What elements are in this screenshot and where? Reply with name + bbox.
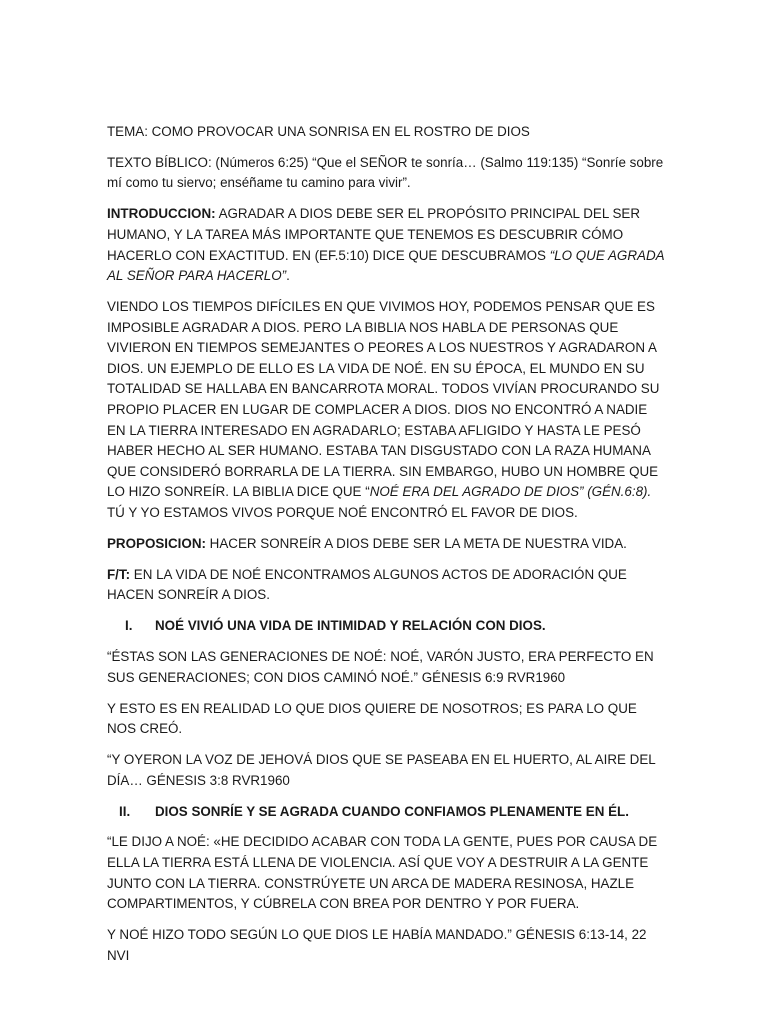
viendo-quote: NOÉ ERA DEL AGRADO DE DIOS” (GÉN.6:8).	[369, 484, 652, 500]
viendo-end: TÚ Y YO ESTAMOS VIVOS PORQUE NOÉ ENCONTRÓ EL FAVOR DE DIOS.	[107, 504, 578, 520]
section-1-paragraph-3: “Y OYERON LA VOZ DE JEHOVÁ DIOS QUE SE PASEABA EN EL HUERTO, AL AIRE DEL DÍA… GÉNESIS 3:8 RVR1960	[107, 752, 656, 788]
section-2-paragraph-1: “LE DIJO A NOÉ: «HE DECIDIDO ACABAR CON TODA LA GENTE, PUES POR CAUSA DE ELLA LA TIERRA ESTÁ LLENA DE VIOLENCIA. ASÍ QUE VOY A DESTRUIR A LA GENTE JUNTO CON LA TIERRA. CONSTRÚYETE UN ARCA DE MADERA RESINOSA, HAZLE COMPARTIMENTOS, Y CÚBRELA CON BREA POR DENTRO Y POR FUERA.	[107, 834, 658, 912]
proposicion-text: HACER SONREÍR A DIOS DEBE SER LA META DE NUESTRA VIDA.	[205, 535, 627, 551]
introduccion-quote: “LO QUE AGRADA AL SEÑOR PARA HACERLO”	[107, 247, 665, 284]
section-1-paragraph-2: Y ESTO ES EN REALIDAD LO QUE DIOS QUIERE DE NOSOTROS; ES PARA LO QUE NOS CREÓ.	[107, 700, 637, 737]
section-1-heading	[107, 616, 665, 637]
section-2-heading	[107, 802, 665, 823]
section-1-number: I.	[125, 618, 133, 634]
introduccion-text: AGRADAR A DIOS DEBE SER EL PROPÓSITO PRINCIPAL DEL SER HUMANO, Y LA TAREA MÁS IMPORTANTE QUE TENEMOS ES DESCUBRIR CÓMO HACERLO CON EXACTITUD. EN (EF.5:10) DICE QUE DESCUBRAMOS	[107, 206, 641, 263]
ft-paragraph	[107, 565, 665, 606]
ft-text: EN LA VIDA DE NOÉ ENCONTRAMOS ALGUNOS ACTOS DE ADORACIÓN QUE HACEN SONREÍR A DIOS.	[107, 566, 627, 603]
proposicion-label: PROPOSICION:	[107, 535, 206, 551]
section-1-paragraph-1: “ÉSTAS SON LAS GENERACIONES DE NOÉ: NOÉ, VARÓN JUSTO, ERA PERFECTO EN SUS GENERACIONES; CON DIOS CAMINÓ NOÉ.” GÉNESIS 6:9 RVR1960	[107, 649, 654, 685]
document-body	[107, 122, 665, 977]
introduccion-label: INTRODUCCION:	[107, 206, 216, 222]
introduccion-paragraph	[107, 204, 665, 286]
section-2-number: II.	[119, 803, 131, 819]
ft-label: F/T:	[107, 566, 131, 582]
proposicion-paragraph	[107, 534, 665, 555]
section-1-title: NOÉ VIVIÓ UNA VIDA DE INTIMIDAD Y RELACIÓN CON DIOS.	[155, 618, 546, 634]
viendo-paragraph	[107, 297, 665, 524]
section-2-title: DIOS SONRÍE Y SE AGRADA CUANDO CONFIAMOS PLENAMENTE EN ÉL.	[155, 803, 629, 819]
tema-line: TEMA: COMO PROVOCAR UNA SONRISA EN EL ROSTRO DE DIOS	[107, 124, 530, 139]
viendo-text: VIENDO LOS TIEMPOS DIFÍCILES EN QUE VIVIMOS HOY, PODEMOS PENSAR QUE ES IMPOSIBLE AGRADAR A DIOS. PERO LA BIBLIA NOS HABLA DE PERSONAS QUE VIVIERON EN TIEMPOS SEMEJANTES O PEORES A LOS NUESTROS Y AGRADARON A DIOS. UN EJEMPLO DE ELLO ES LA VIDA DE NOÉ. EN SU ÉPOCA, EL MUNDO EN SU TOTALIDAD SE HALLABA EN BANCARROTA MORAL. TODOS VIVÍAN PROCURANDO SU PROPIO PLACER EN LUGAR DE COMPLACER A DIOS. DIOS NO ENCONTRÓ A NADIE EN LA TIERRA INTERESADO EN AGRADARLO; ESTABA AFLIGIDO Y HASTA LE PESÓ HABER HECHO AL SER HUMANO. ESTABA TAN DISGUSTADO CON LA RAZA HUMANA QUE CONSIDERÓ BORRARLA DE LA TIERRA. SIN EMBARGO, HUBO UN HOMBRE QUE LO HIZO SONREÍR. LA BIBLIA DICE QUE “	[107, 299, 660, 500]
section-2-paragraph-2: Y NOÉ HIZO TODO SEGÚN LO QUE DIOS LE HABÍA MANDADO.” GÉNESIS 6:13-14, 22 NVI	[107, 927, 647, 963]
texto-biblico: TEXTO BÍBLICO: (Números 6:25) “Que el SEÑOR te sonría… (Salmo 119:135) “Sonríe sobre mí como tu siervo; enséñame tu camino para vivir”.	[107, 154, 664, 191]
introduccion-end: .	[286, 268, 290, 284]
